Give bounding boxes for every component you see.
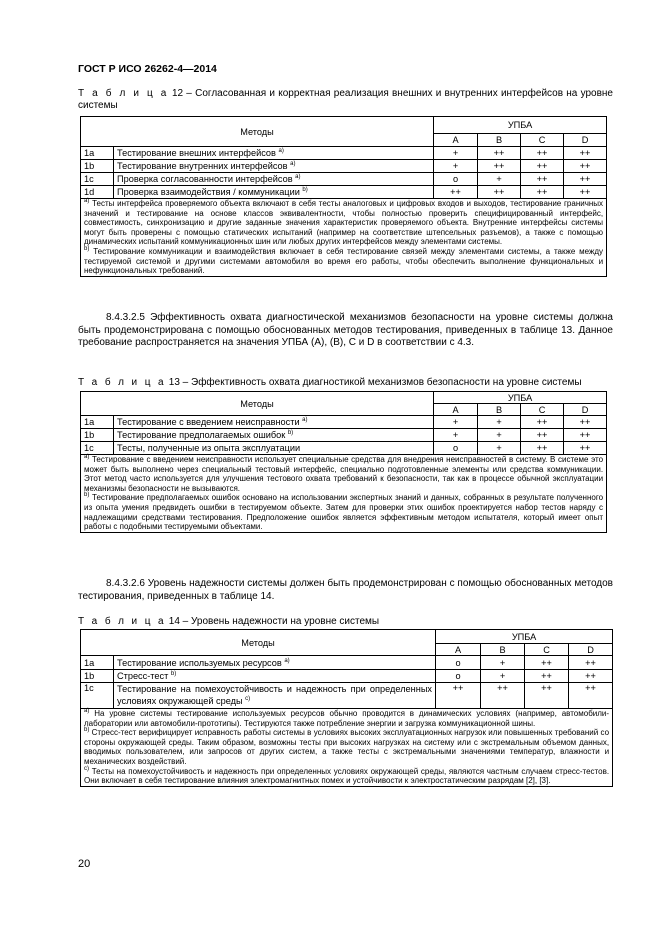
value-cell: ++: [569, 656, 613, 670]
value-cell: ++: [564, 416, 607, 429]
value-cell: ++: [564, 442, 607, 455]
value-cell: ++: [521, 147, 564, 160]
method-text: Тестирование используемых ресурсов: [117, 657, 282, 668]
footnote-mark: c): [84, 765, 89, 772]
footnote-text: На уровне системы тестирование используемых ресурсов обычно проводится в динамических условиях (например, автомобили-лаборатории или автомобили-прототипы). Тестируются также потребление энергии и загрузка коммуникационной шины.: [84, 709, 610, 728]
method-text: Тестирование внешних интерфейсов: [117, 148, 276, 158]
footnote-ref: a): [284, 657, 290, 664]
row-id: 1c: [81, 173, 114, 186]
value-cell: +: [434, 429, 478, 442]
footnote-text: Тестирование предполагаемых ошибок основано на использовании экспертных знаний и данных, собранных в результате полученного из опыта умения предвидеть ошибки в тестируемом объекте. Затем для проверки этих ошибок проектируется набор тестов наряду с надлежащими средствами тестирования. Предположение ошибок является эффективным методом испытателя, который имеет опыт работы с подобными тестируемыми объектами.: [84, 493, 604, 532]
value-cell: +: [481, 670, 525, 683]
footnote-ref: a): [302, 417, 308, 423]
document-header: ГОСТ Р ИСО 26262-4—2014: [78, 63, 217, 75]
footnote-mark: a): [84, 454, 90, 460]
footnote-ref: b): [170, 671, 177, 677]
footnote: [84, 199, 603, 247]
footnote-mark: b): [84, 492, 90, 499]
table12-asil-header: УПБА: [434, 117, 607, 134]
table-row: [81, 683, 613, 709]
value-cell: ++: [521, 416, 564, 429]
table12-methods-header: Методы: [81, 117, 434, 147]
asil-level-a: A: [436, 644, 481, 656]
footnote-mark: b): [84, 245, 90, 252]
footnote-mark: b): [84, 727, 90, 734]
footnote-ref: a): [295, 174, 301, 180]
value-cell: +: [434, 160, 478, 173]
footnote-text: Стресс-тест верифицирует исправность работы системы в условиях высоких эксплуатационных нагрузок или повышенных требований со стороны окружающей среды. Таким образом, возможны тесты при высоких нагрузках на систему или с экстремальным объемом данных, вводимых пользователем, или запросов от других систем, а также тесты с экстремальными значениями температур, влажности и механических воздействий.: [84, 728, 610, 766]
method-cell: [114, 683, 436, 709]
asil-level-a: A: [434, 404, 478, 416]
asil-level-a: A: [434, 134, 478, 147]
method-text: Тесты, полученные из опыта эксплуатации: [117, 443, 301, 453]
footnote-ref: a): [278, 148, 284, 154]
value-cell: ++: [564, 186, 607, 199]
value-cell: ++: [564, 173, 607, 186]
row-id: 1b: [81, 429, 114, 442]
table14: [80, 629, 613, 787]
footnote-text: Тестирование с введением неисправности использует специальные средства для внедрения неисправностей в систему. В системе это может быть выполнено через специальный тестовый интерфейс, специально подготовленные элементы или средства коммуникации. Этот метод часто используется для улучшения тестового охвата требований к безопасности, так как в процессе обычной эксплуатации механизмы безопасности не вызываются.: [84, 455, 604, 493]
value-cell: o: [436, 656, 481, 670]
table-row: [81, 160, 607, 173]
method-cell: [114, 429, 434, 442]
method-cell: [114, 173, 434, 186]
value-cell: ++: [478, 147, 521, 160]
value-cell: o: [434, 442, 478, 455]
asil-level-d: D: [564, 134, 607, 147]
method-text: Проверка согласованности интерфейсов: [117, 174, 293, 184]
table13-asil-header: УПБА: [434, 392, 607, 404]
table14-label: Т а б л и ц а: [78, 616, 166, 627]
footnote-mark: a): [84, 708, 90, 714]
value-cell: ++: [564, 429, 607, 442]
footnote-text: Тестирование коммуникации и взаимодействия включает в себя тестирование связей между элементами системы, а также между тестируемой системой и другими системами автомобиля во время его работы, чтобы обеспечить выполнение функциональных и нефункциональных требований.: [84, 246, 604, 276]
table-row: [81, 670, 613, 683]
footnote-ref: b): [287, 430, 294, 436]
asil-level-d: D: [569, 644, 613, 656]
value-cell: ++: [569, 683, 613, 709]
asil-level-c: C: [521, 134, 564, 147]
value-cell: ++: [478, 160, 521, 173]
asil-level-d: D: [564, 404, 607, 416]
table-row: [81, 186, 607, 199]
asil-level-b: B: [478, 404, 521, 416]
value-cell: o: [434, 173, 478, 186]
table14-caption: [78, 616, 613, 628]
value-cell: ++: [478, 186, 521, 199]
value-cell: ++: [436, 683, 481, 709]
footnote: [84, 767, 609, 786]
page-number: 20: [78, 858, 91, 870]
value-cell: ++: [521, 186, 564, 199]
value-cell: ++: [525, 683, 569, 709]
method-cell: [114, 160, 434, 173]
value-cell: ++: [521, 173, 564, 186]
footnote-mark: a): [84, 198, 90, 204]
asil-level-c: C: [525, 644, 569, 656]
value-cell: ++: [525, 656, 569, 670]
table-row: [81, 656, 613, 670]
row-id: 1a: [81, 416, 114, 429]
method-text: Проверка взаимодействия / коммуникации: [117, 187, 300, 197]
table13-notes: [81, 455, 607, 533]
table12-title: 12 – Согласованная и корректная реализация внешних и внутренних интерфейсов на уровне системы: [78, 88, 613, 111]
value-cell: ++: [481, 683, 525, 709]
row-id: 1b: [81, 670, 114, 683]
table14-title: 14 – Уровень надежности на уровне системы: [165, 616, 380, 627]
table12-notes: [81, 199, 607, 277]
method-text: Тестирование предполагаемых ошибок: [117, 430, 286, 440]
footnote-ref: a): [290, 161, 296, 167]
value-cell: ++: [521, 442, 564, 455]
table-row: [81, 173, 607, 186]
paragraph-8-4-3-2-6: 8.4.3.2.6 Уровень надежности системы должен быть продемонстрирован с помощью обоснованных методов тестирования, приведенных в таблице 14.: [78, 578, 613, 602]
footnote-ref: c): [245, 696, 251, 702]
footnote: [84, 493, 603, 531]
row-id: 1a: [81, 656, 114, 670]
footnote: [84, 455, 603, 493]
table-row: [81, 147, 607, 160]
value-cell: ++: [434, 186, 478, 199]
value-cell: ++: [521, 429, 564, 442]
row-id: 1d: [81, 186, 114, 199]
method-cell: [114, 147, 434, 160]
asil-level-b: B: [481, 644, 525, 656]
value-cell: +: [478, 429, 521, 442]
table12-label: Т а б л и ц а: [78, 88, 169, 99]
row-id: 1b: [81, 160, 114, 173]
footnote-text: Тесты интерфейса проверяемого объекта включают в себя тесты аналоговых и цифровых входов и выходов, тестирование граничных значений и тестирование на основе классов эквивалентности, чтобы полностью проверить специфицированный интерфейс, совместимость, синхронизацию и другие заданные значения характеристик проверяемого объекта. Внутренние интерфейсы системы могут быть проверены с помощью статических испытаний (например на соответствие штепсельных разъемов), а также с помощью динамических испытаний коммуникационных шин или любых других интерфейсов между элементами системы.: [84, 199, 604, 247]
footnote: [84, 709, 609, 728]
footnote-ref: b): [302, 187, 308, 193]
value-cell: o: [436, 670, 481, 683]
table13-title: 13 – Эффективность охвата диагностикой механизмов безопасности на уровне системы: [165, 377, 582, 388]
method-text: Тестирование внутренних интерфейсов: [117, 161, 288, 171]
method-text: Стресс-тест: [117, 671, 169, 681]
table14-methods-header: Методы: [81, 630, 436, 656]
value-cell: +: [478, 416, 521, 429]
paragraph-8-4-3-2-5: 8.4.3.2.5 Эффективность охвата диагностической механизмов безопасности на уровне системы должна быть продемонстрирована с помощью обоснованных методов тестирования, приведенных в таблице 13. Данное требование распространяется на значения УПБА (A), (B), C и D в соответствии с 4.3.: [78, 312, 613, 348]
method-text: Тестирование на помехоустойчивость и надежность при определенных условиях окружающей среды: [117, 684, 433, 706]
method-cell: [114, 416, 434, 429]
method-cell: [114, 186, 434, 199]
footnote: [84, 247, 603, 276]
table14-asil-header: УПБА: [436, 630, 613, 644]
asil-level-c: C: [521, 404, 564, 416]
value-cell: +: [434, 416, 478, 429]
value-cell: +: [478, 173, 521, 186]
value-cell: ++: [564, 147, 607, 160]
table14-notes: [81, 709, 613, 787]
value-cell: ++: [564, 160, 607, 173]
row-id: 1c: [81, 442, 114, 455]
table13: [80, 391, 607, 533]
method-cell: [114, 670, 436, 683]
table12: [80, 116, 607, 277]
value-cell: +: [481, 656, 525, 670]
table-row: [81, 416, 607, 429]
method-cell: [114, 442, 434, 455]
value-cell: ++: [521, 160, 564, 173]
table13-label: Т а б л и ц а: [78, 377, 166, 388]
value-cell: ++: [569, 670, 613, 683]
value-cell: ++: [525, 670, 569, 683]
method-cell: [114, 656, 436, 670]
table-row: [81, 442, 607, 455]
value-cell: +: [478, 442, 521, 455]
footnote-text: Тесты на помехоустойчивость и надежность при определенных условиях окружающей среды, являются частным случаем стресс-тестов. Они включает в себя тестирование влияния электромагнитных помех и устойчивости к электростатическим разрядам [2], [3].: [84, 766, 610, 786]
value-cell: +: [434, 147, 478, 160]
table12-caption: [78, 88, 613, 112]
table-row: [81, 429, 607, 442]
table13-caption: [78, 377, 613, 389]
table13-methods-header: Методы: [81, 392, 434, 416]
footnote: [84, 728, 609, 766]
method-text: Тестирование с введением неисправности: [117, 417, 300, 427]
asil-level-b: B: [478, 134, 521, 147]
row-id: 1c: [81, 683, 114, 709]
row-id: 1a: [81, 147, 114, 160]
